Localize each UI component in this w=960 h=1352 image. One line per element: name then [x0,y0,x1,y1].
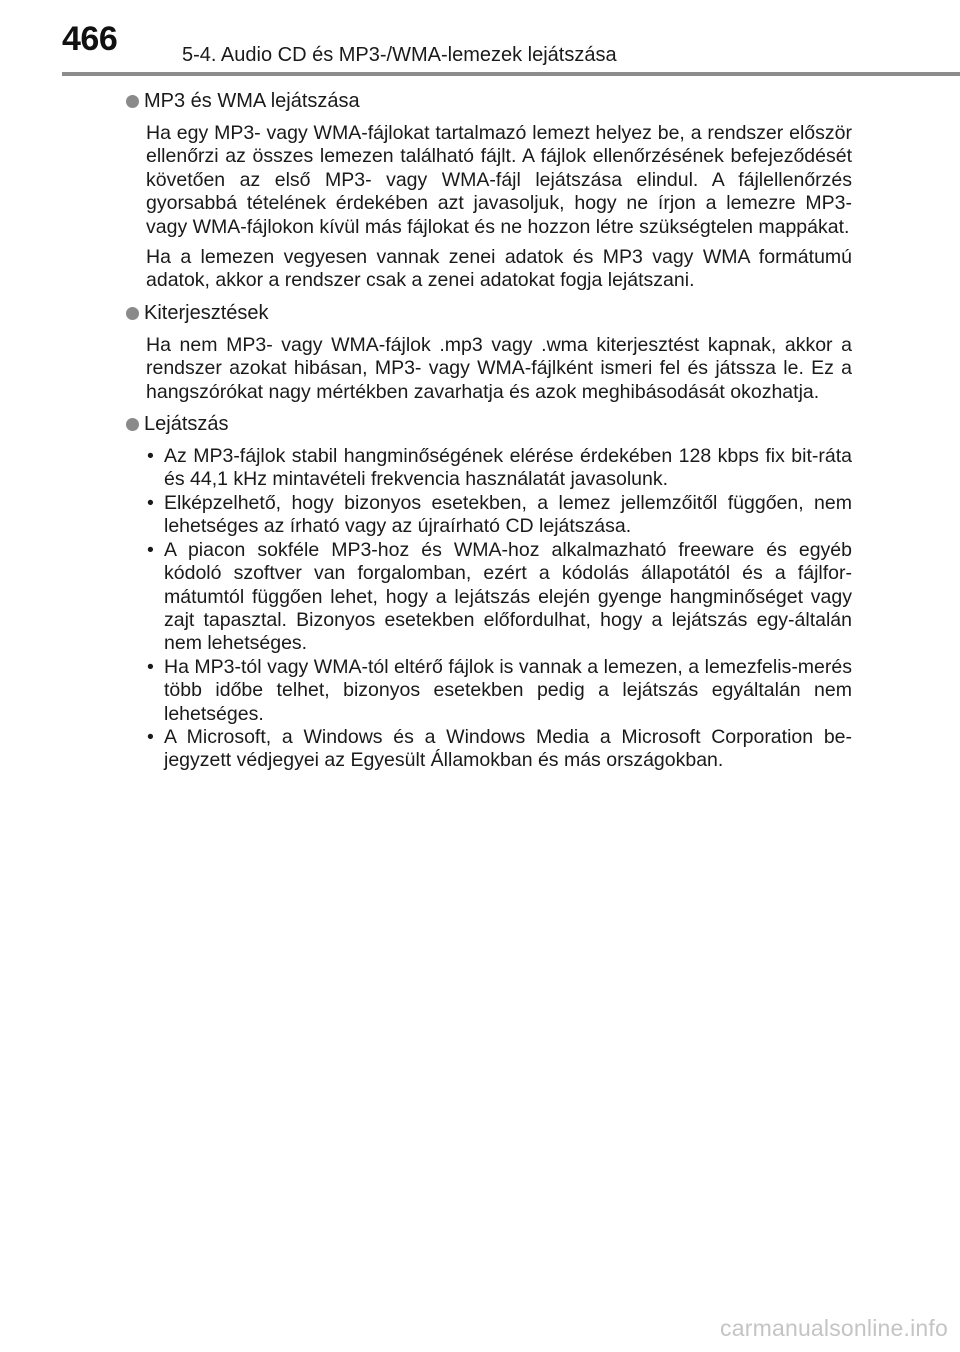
circle-bullet-icon [126,95,139,108]
section-heading-text: Lejátszás [144,413,229,436]
section-heading [120,300,852,326]
list-item-text: Az MP3-fájlok stabil hangminőségének elérése érdekében 128 kbps fix bit-ráta és 44,1 kHz mintavételi frekvencia használatát javasolunk. [164,445,852,491]
list-item [146,656,852,726]
section-playback [120,411,852,773]
dot-bullet-icon: • [147,725,154,748]
page-content [120,88,852,775]
section-heading [120,411,852,437]
list-item [146,726,852,773]
header-divider [62,72,960,76]
watermark: carmanualsonline.info [720,1315,948,1341]
list-item-text: A Microsoft, a Windows és a Windows Media a Microsoft Corporation be-jegyzett védjegyei az Egyesült Államokban és más országokban. [164,725,852,772]
section-heading-text: MP3 és WMA lejátszása [144,90,360,112]
chapter-title: 5-4. Audio CD és MP3-/WMA-lemezek lejátszása [182,44,617,66]
paragraph: Ha nem MP3- vagy WMA-fájlok .mp3 vagy .wma kiterjesztést kapnak, akkor a rendszer azokat hibásan, MP3- vagy WMA-fájlként ismeri fel és játssza le. Ez a hangszórókat nagy mértékben zavarhatja és azok meghibásodását okozhatja. [146,333,852,403]
dot-bullet-icon: • [147,445,154,468]
paragraph: Ha a lemezen vegyesen vannak zenei adatok és MP3 vagy WMA formátumú adatok, akkor a rendszer csak a zenei adatokat fogja lejátszani. [146,246,852,292]
section-extensions [120,300,852,404]
paragraph: Ha egy MP3- vagy WMA-fájlokat tartalmazó lemezt helyez be, a rendszer először ellenőrzi az összes lemezen található fájlt. A fájlok ellenőrzésének befejeződését követően az első MP3- vagy WMA-fájl lejátszása elindul. A fájlellenőrzés gyorsabbá tételének érdekében azt javasoljuk, hogy ne írjon a lemezre MP3- vagy WMA-fájlokon kívül más fájlokat és ne hozzon létre szükségtelen mappákat. [146,122,852,238]
page-number: 466 [62,20,118,58]
section-mp3-wma-playback [120,88,852,293]
list-item [146,492,852,539]
list-item-text: Elképzelhető, hogy bizonyos esetekben, a lemez jellemzőitől függően, nem lehetséges az írható vagy az újraírható CD lejátszása. [164,491,852,538]
list-item-text: A piacon sokféle MP3-hoz és WMA-hoz alkalmazható freeware és egyéb kódoló szoftver van forgalomban, ezért a kódolás állapotától és a fájlfor-mátumtól függően lehet, hogy a lejátszás elején gyenge hangminőséget vagy zajt tapasztal. Bizonyos esetekben előfordulhat, hogy a lejátszás egy-általán nem lehetséges. [164,538,852,655]
circle-bullet-icon [126,418,139,431]
list-item [146,445,852,492]
section-heading-text: Kiterjesztések [144,301,269,324]
circle-bullet-icon [126,307,139,320]
section-heading [120,88,852,114]
dot-bullet-icon: • [147,655,154,678]
dot-bullet-icon: • [147,491,154,514]
page-header [0,0,960,80]
list-item [146,539,852,656]
dot-bullet-icon: • [147,538,154,561]
bullet-list [146,445,852,773]
list-item-text: Ha MP3-tól vagy WMA-tól eltérő fájlok is vannak a lemezen, a lemezfelis-merés több időbe telhet, bizonyos esetekben pedig a lejátszás egyáltalán nem lehetséges. [164,655,852,725]
